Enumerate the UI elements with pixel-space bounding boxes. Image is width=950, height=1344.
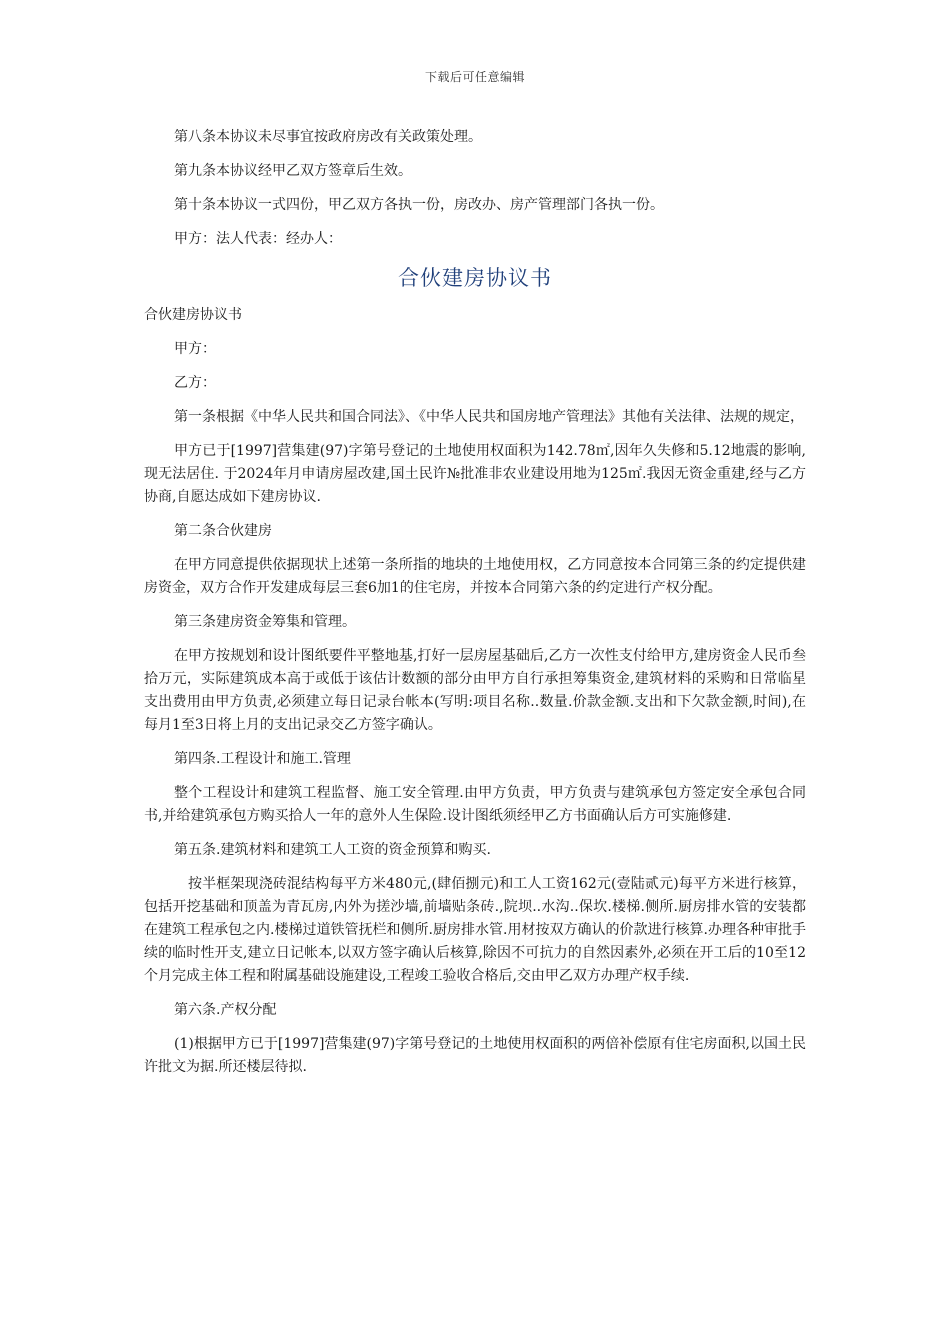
article-6-item-1: (1)根据甲方已于[1997]营集建(97)字第号登记的土地使用权面积的两倍补偿原有住宅房面积,以国土民许批文为据.所还楼层待拟. (144, 1036, 806, 1075)
party-a: 甲方： (174, 341, 216, 357)
article-1-body: 甲方已于[1997]营集建(97)字第号登记的土地使用权面积为142.78㎡,因年久失修和5.12地震的影响,现无法居住. 于2024年月申请房屋改建,国土民许№批准非农业建设用地为125㎡.我因无资金重建,经与乙方协商,自愿达成如下建房协议. (144, 443, 806, 505)
article-5-body: 按半框架现浇砖混结构每平方米480元,(肆佰捌元)和工人工资162元(壹陆贰元)每平方米进行核算，包括开挖基础和顶盖为青瓦房,内外为搓沙墙,前墙贴条砖.,院坝..水沟..保坎.楼梯.侧所.厨房排水管的安装都在建筑工程承包之内.楼梯过道铁管抚栏和侧所.厨房排水管.用材按双方确认的价款进行核算.办理各种审批手续的临时性开支,建立日记帐本,以双方签字确认后核算,除因不可抗力的自然因素外,必须在开工后的10至12个月完成主体工程和附属基础设施建设,工程竣工验收合格后,交由甲乙双方办理产权手续. (144, 876, 806, 984)
page-header: 下载后可任意编辑 (424, 70, 525, 84)
document-body (144, 126, 806, 1090)
document-subtitle: 合伙建房协议书 (144, 307, 242, 323)
article-1: 第一条根据《中华人民共和国合同法》、《中华人民共和国房地产管理法》其他有关法律、法规的规定， (174, 409, 804, 425)
article-9: 第九条本协议经甲乙双方签章后生效。 (174, 163, 412, 179)
article-5-title: 第五条.建筑材料和建筑工人工资的资金预算和购买. (174, 842, 491, 858)
article-10: 第十条本协议一式四份，甲乙双方各执一份，房改办、房产管理部门各执一份。 (174, 197, 664, 213)
signature-line: 甲方：法人代表：经办人： (174, 231, 342, 247)
article-3-body: 在甲方按规划和设计图纸要件平整地基,打好一层房屋基础后,乙方一次性支付给甲方,建房资金人民币叁拾万元，实际建筑成本高于或低于该估计数额的部分由甲方自行承担筹集资金,建筑材料的采购和日常临星支出费用由甲方负责,必须建立每日记录台帐本(写明:项目名称..数量.价款金额.支出和下欠款金额,时间),在每月1至3日将上月的支出记录交乙方签字确认。 (144, 648, 806, 733)
article-4-body: 整个工程设计和建筑工程监督、施工安全管理.由甲方负责，甲方负责与建筑承包方签定安全承包合同书,并给建筑承包方购买拾人一年的意外人生保险.设计图纸须经甲乙方书面确认后方可实施修建. (144, 785, 806, 824)
article-2-title: 第二条合伙建房 (174, 523, 272, 539)
article-4-title: 第四条.工程设计和施工.管理 (174, 751, 351, 767)
article-2-body: 在甲方同意提供依据现状上述第一条所指的地块的土地使用权，乙方同意按本合同第三条的约定提供建房资金，双方合作开发建成每层三套6加1的住宅房，并按本合同第六条的约定进行产权分配。 (144, 557, 806, 596)
party-b: 乙方： (174, 375, 216, 391)
article-3-title: 第三条建房资金筹集和管理。 (174, 614, 356, 630)
article-8: 第八条本协议未尽事宜按政府房改有关政策处理。 (174, 129, 482, 145)
article-6-title: 第六条.产权分配 (174, 1002, 277, 1018)
document-title: 合伙建房协议书 (398, 266, 552, 290)
